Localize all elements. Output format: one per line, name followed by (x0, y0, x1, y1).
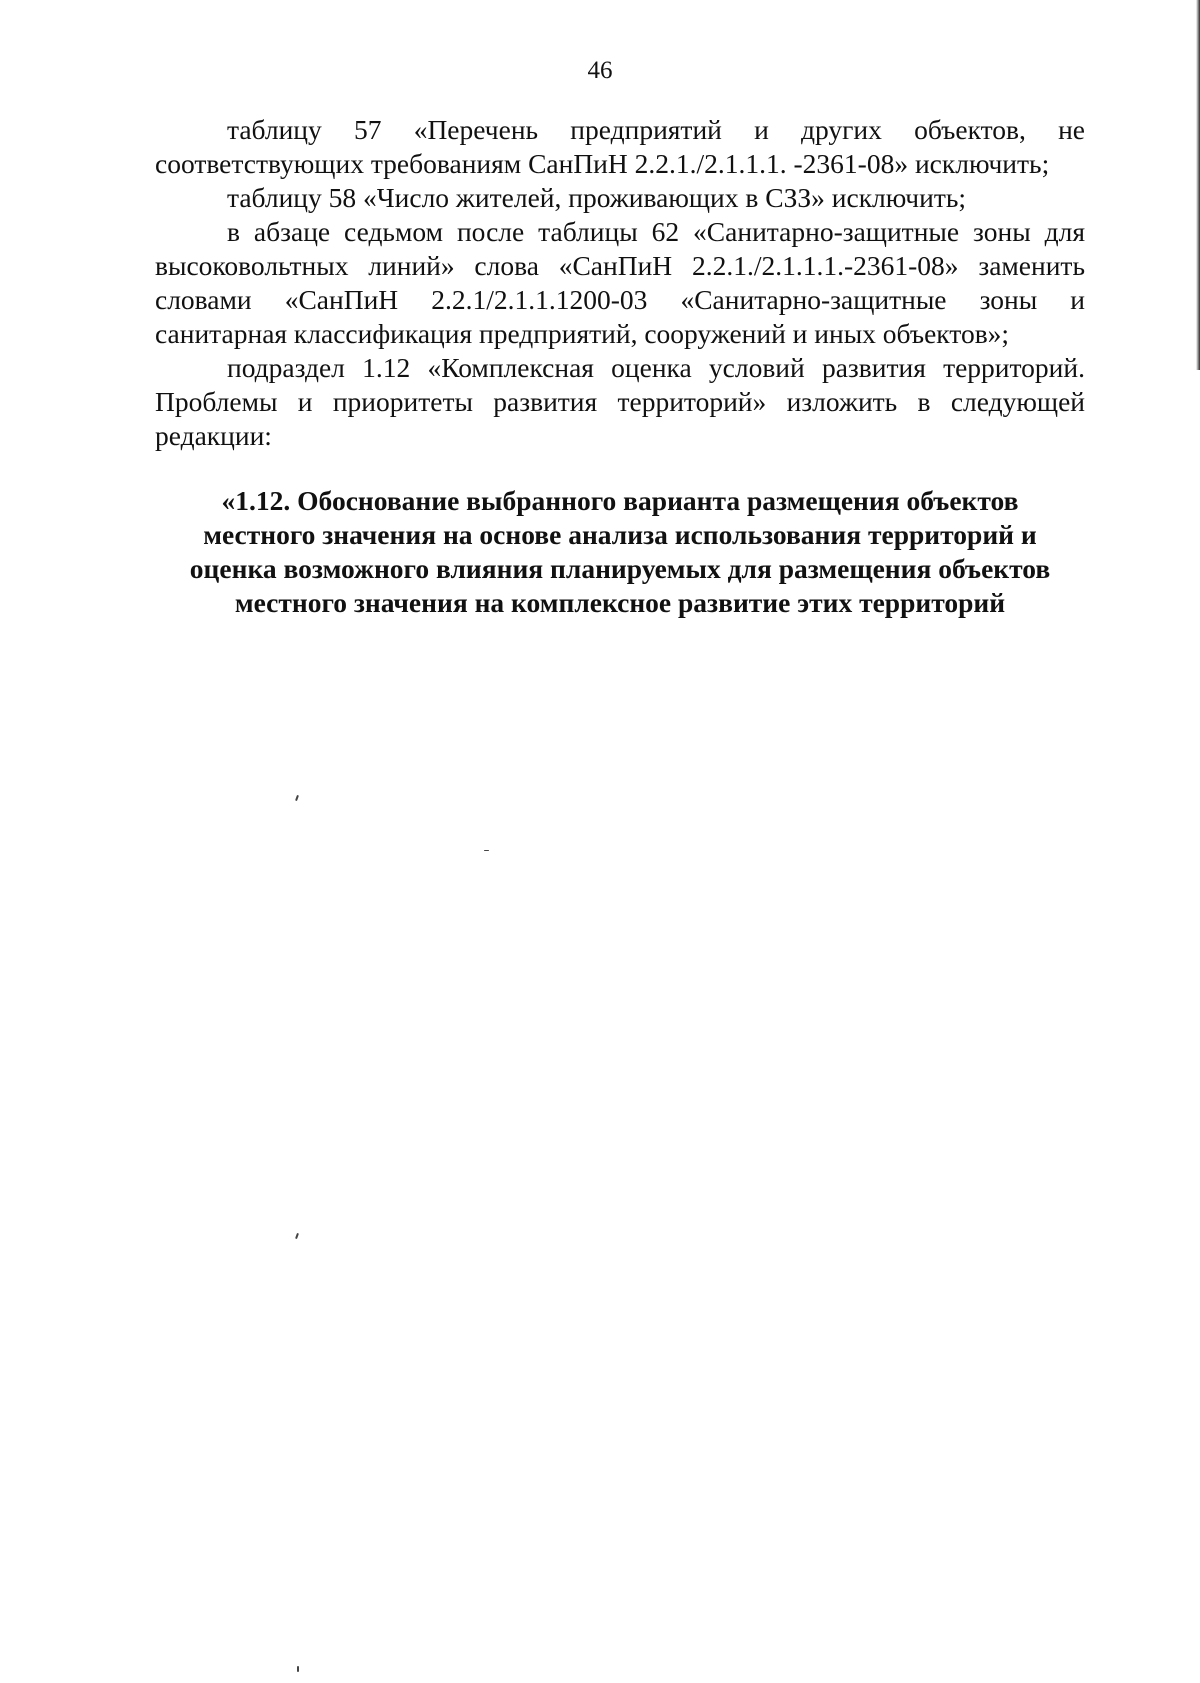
section-heading-line: оценка возможного влияния планируемых для размещения объектов (189, 553, 1051, 584)
section-heading (155, 484, 1085, 620)
scan-speck (484, 850, 489, 851)
section-heading-line: «1.12. Обоснование выбранного варианта размещения объектов (221, 485, 1019, 516)
paragraph-table-58: таблицу 58 «Число жителей, проживающих в СЗЗ» исключить; (227, 182, 967, 213)
scan-speck (295, 1233, 299, 1239)
scan-speck (297, 1666, 299, 1672)
paragraph-table-57: таблицу 57 «Перечень предприятий и других объектов, не соответствующих требованиям СанПиН 2.2.1./2.1.1.1. -2361-08» исключить; (155, 114, 1085, 179)
scan-speck (295, 795, 299, 801)
paragraph-subsection-1-12: подраздел 1.12 «Комплексная оценка условий развития территорий. Проблемы и приоритеты развития территорий» изложить в следующей редакции: (155, 352, 1085, 451)
paragraph-table-62: в абзаце седьмом после таблицы 62 «Санитарно-защитные зоны для высоковольтных линий» слова «СанПиН 2.2.1./2.1.1.1.-2361-08» заменить словами «СанПиН 2.2.1/2.1.1.1200-03 «Санитарно-защитные зоны и санитарная классификация предприятий, сооружений и иных объектов»; (155, 216, 1085, 349)
page-number: 46 (587, 57, 613, 84)
section-heading-line: местного значения на основе анализа использования территорий и (203, 519, 1037, 550)
body-text (155, 113, 1085, 453)
section-heading-line: местного значения на комплексное развитие этих территорий (234, 587, 1006, 618)
